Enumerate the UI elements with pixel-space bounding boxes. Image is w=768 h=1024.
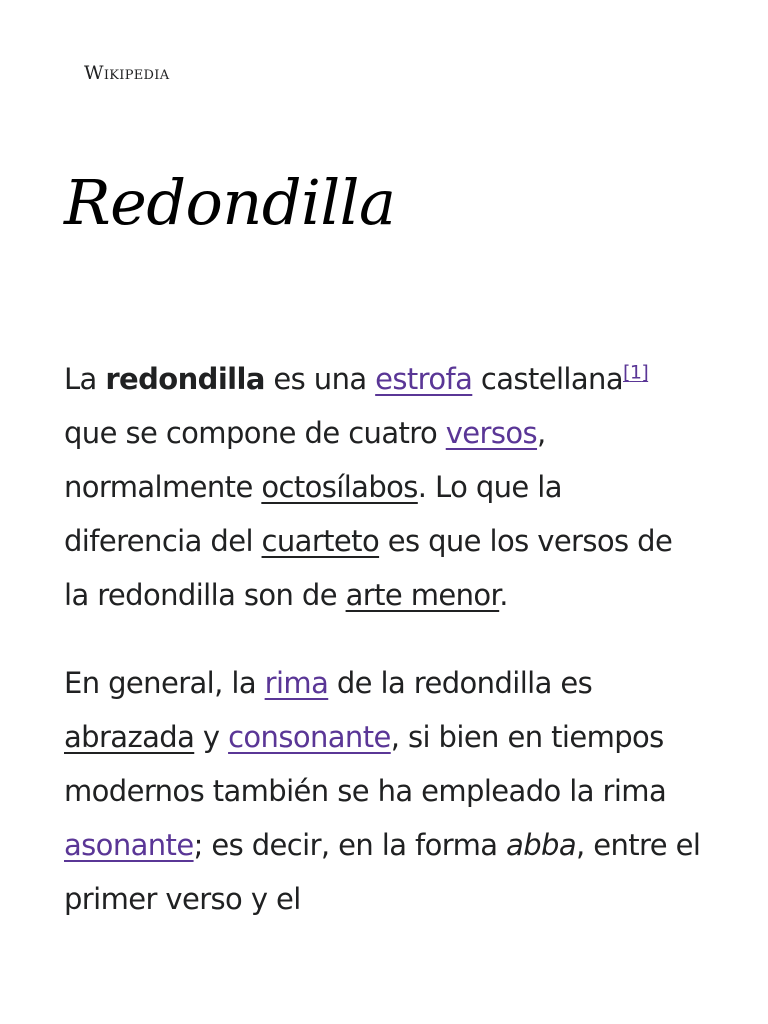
text-run: y [194,720,229,754]
text-run: castellana [472,362,623,396]
text-run: , entre el primer verso y el [64,828,701,916]
link-abrazada[interactable]: abrazada [64,720,195,754]
text-run: ; es decir, en la forma [193,828,507,862]
bold-term: redondilla [105,362,265,396]
link-versos[interactable]: versos [445,416,538,450]
paragraph-rima [64,656,704,926]
text-run: , si bien en tiempos modernos también se ha empleado la rima [64,720,667,808]
wikipedia-wordmark[interactable]: Wikipedia [84,62,170,84]
link-arte-menor[interactable]: arte menor [345,578,500,612]
link-consonante[interactable]: consonante [228,720,391,754]
link-asonante[interactable]: asonante [64,828,194,862]
text-run: . [499,578,508,612]
text-run: que se compone de cuatro [64,416,446,450]
link-octosilabos[interactable]: octosílabos [261,470,418,504]
ref-number: 1 [629,361,642,384]
reference-link-1[interactable] [623,361,648,383]
text-run: es una [264,362,376,396]
page-title: Redondilla [64,166,396,239]
text-run: es que los versos de la redondilla son de [64,524,673,612]
text-run: de la redondilla es [328,666,593,700]
text-run: En general, la [64,666,265,700]
text-run: . Lo que la diferencia del [64,470,562,558]
link-rima[interactable]: rima [264,666,329,700]
reference-1[interactable] [623,361,648,383]
italic-term: abba [506,828,577,862]
text-run: , normalmente [64,416,546,504]
text-run: La [64,362,106,396]
article-body [64,352,704,960]
ref-bracket-open: [ [623,361,630,384]
link-estrofa[interactable]: estrofa [375,362,473,396]
ref-bracket-close: ] [641,361,649,384]
paragraph-intro [64,352,704,622]
link-cuarteto[interactable]: cuarteto [261,524,380,558]
